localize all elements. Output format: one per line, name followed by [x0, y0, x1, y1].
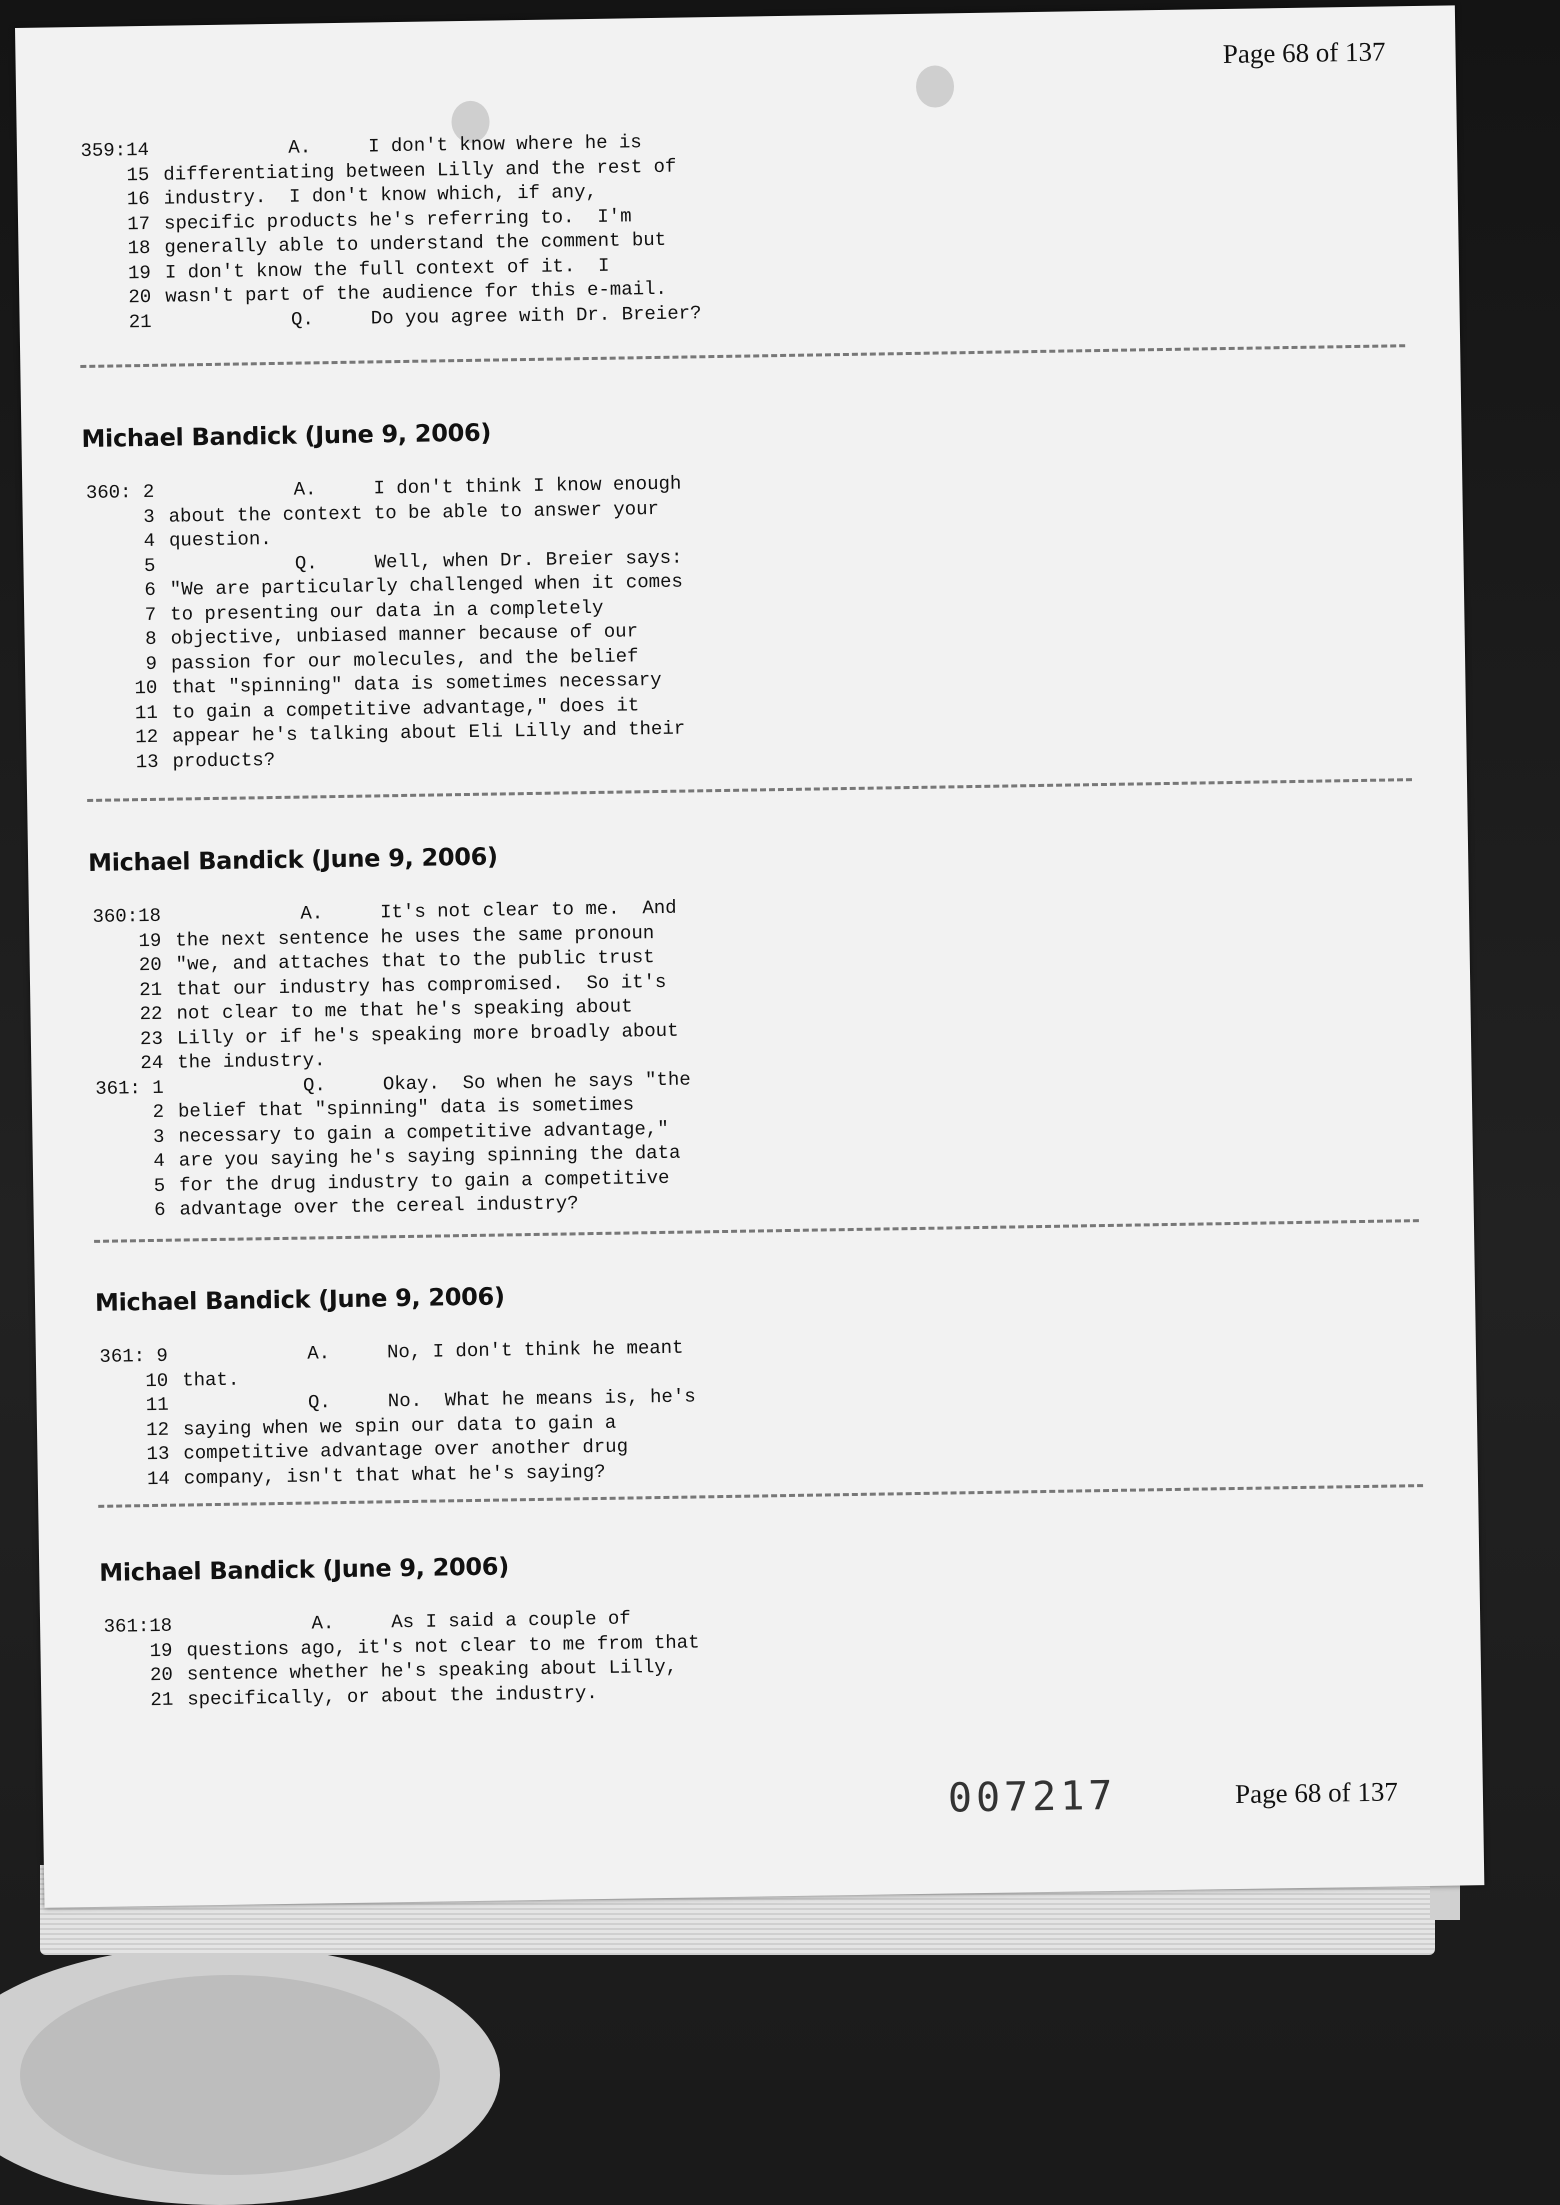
line-number: 18: [127, 236, 151, 260]
line-text: objective, unbiased manner because of our: [170, 620, 639, 650]
section-divider: [87, 778, 1412, 802]
line-text: Q. Do you agree with Dr. Breier?: [165, 301, 702, 333]
line-number: 15: [126, 163, 150, 186]
line-number: 4: [153, 1149, 165, 1172]
bates-number: 007217: [947, 1772, 1117, 1822]
line-number: 20: [128, 285, 152, 309]
line-number: 23: [139, 1027, 164, 1050]
line-number: 5: [153, 1174, 166, 1197]
line-number: 13: [135, 750, 159, 773]
transcript-page: [15, 5, 1484, 1907]
line-text: Q. No. What he means is, he's: [182, 1385, 696, 1416]
line-text: that our industry has compromised. So it's: [175, 970, 667, 1001]
line-text: specific products he's referring to. I'm: [163, 204, 632, 235]
line-text: question.: [168, 528, 272, 552]
line-number: 20: [149, 1663, 174, 1687]
line-text: company, isn't that what he's saying?: [183, 1460, 606, 1490]
line-number: 10: [134, 676, 158, 700]
line-number: 24: [140, 1051, 164, 1075]
deponent-heading: Michael Bandick (June 9, 2006): [99, 1552, 510, 1587]
line-number: 11: [134, 701, 158, 724]
line-text: I don't know the full context of it. I: [164, 254, 610, 284]
line-text: the industry.: [177, 1049, 326, 1074]
line-number: 11: [145, 1393, 169, 1417]
line-number: 359:14: [80, 138, 150, 162]
line-number: 17: [127, 212, 151, 235]
line-number: 8: [145, 627, 157, 651]
line-text: generally able to understand the comment but: [164, 228, 667, 259]
testimony-excerpt: [95, 1279, 697, 1491]
section-divider: [94, 1219, 1419, 1243]
line-number: 4: [143, 529, 156, 553]
line-text: A. I don't think I know enough: [168, 472, 682, 503]
line-number: 21: [150, 1688, 174, 1711]
line-number: 16: [126, 187, 150, 211]
line-number: 20: [138, 953, 162, 977]
line-text: A. As I said a couple of: [185, 1607, 631, 1637]
line-text: to presenting our data in a completely: [170, 596, 604, 626]
line-text: differentiating between Lilly and the rest of: [163, 155, 677, 186]
line-number: 14: [146, 1467, 170, 1490]
line-text: A. It's not clear to me. And: [174, 896, 677, 927]
line-number: 21: [128, 310, 152, 333]
testimony-excerpt: [81, 416, 686, 775]
line-text: to gain a competitive advantage," does it: [171, 693, 640, 724]
line-number: 13: [146, 1442, 170, 1466]
line-text: A. I don't know where he is: [162, 131, 642, 161]
line-number: 19: [149, 1639, 173, 1662]
line-text: belief that "spinning" data is sometimes: [177, 1093, 635, 1123]
line-text: not clear to me that he's speaking about: [176, 995, 633, 1025]
line-number: 360: 2: [85, 480, 155, 504]
line-number: 361:18: [103, 1614, 173, 1638]
line-number: 2: [152, 1100, 165, 1123]
testimony-excerpt: [77, 129, 702, 335]
line-text: competitive advantage over another drug: [183, 1435, 629, 1465]
line-text: that.: [182, 1368, 240, 1392]
page-number-bottom: Page 68 of 137: [1234, 1776, 1399, 1810]
line-text: industry. I don't know which, if any,: [163, 180, 598, 210]
testimony-excerpt: [88, 840, 693, 1224]
line-text: sentence whether he's speaking about Lilly,: [186, 1655, 678, 1686]
line-number: 361: 1: [95, 1076, 164, 1100]
deponent-heading: Michael Bandick (June 9, 2006): [94, 1282, 505, 1317]
line-number: 6: [154, 1198, 166, 1221]
line-number: 361: 9: [99, 1344, 169, 1368]
line-number: 6: [144, 578, 157, 602]
line-text: saying when we spin our data to gain a: [182, 1411, 617, 1441]
line-text: for the drug industry to gain a competitive: [179, 1166, 670, 1197]
line-number: 10: [145, 1369, 169, 1392]
cup-inner: [20, 1975, 440, 2175]
line-text: products?: [172, 748, 276, 773]
deponent-heading: Michael Bandick (June 9, 2006): [87, 842, 498, 877]
line-text: Q. Okay. So when he says "the: [177, 1068, 691, 1099]
line-number: 12: [146, 1418, 170, 1441]
deponent-heading: Michael Bandick (June 9, 2006): [81, 418, 492, 454]
line-number: 9: [145, 652, 158, 675]
line-text: necessary to gain a competitive advantage,": [178, 1117, 669, 1148]
line-text: that "spinning" data is sometimes necessary: [171, 668, 662, 699]
line-text: questions ago, it's not clear to me from that: [186, 1630, 700, 1662]
line-text: the next sentence he uses the same pronoun: [175, 921, 655, 952]
section-divider: [80, 344, 1405, 368]
line-number: 21: [139, 978, 163, 1001]
line-text: Q. Well, when Dr. Breier says:: [169, 546, 683, 577]
line-text: "we, and attaches that to the public trust: [175, 946, 655, 976]
line-number: 12: [135, 725, 159, 749]
line-number: 3: [152, 1125, 165, 1148]
page-number-top: Page 68 of 137: [1222, 36, 1386, 70]
line-text: appear he's talking about Eli Lilly and their: [171, 717, 686, 748]
line-number: 19: [127, 261, 152, 284]
line-text: "We are particularly challenged when it comes: [169, 570, 684, 601]
line-number: 3: [143, 505, 155, 528]
line-number: 19: [138, 929, 162, 952]
line-text: are you saying he's saying spinning the data: [178, 1141, 681, 1172]
line-text: advantage over the cereal industry?: [179, 1192, 579, 1221]
line-text: about the context to be able to answer your: [168, 497, 660, 528]
line-text: Lilly or if he's speaking more broadly about: [176, 1019, 679, 1050]
line-number: 360:18: [92, 904, 162, 928]
line-text: passion for our molecules, and the belief: [170, 644, 639, 675]
testimony-excerpt: [99, 1549, 700, 1712]
punch-hole: [916, 65, 955, 108]
line-text: wasn't part of the audience for this e-mail.: [165, 277, 668, 308]
line-text: A. No, I don't think he meant: [181, 1336, 684, 1367]
line-number: 22: [139, 1002, 163, 1026]
line-text: specifically, or about the industry.: [187, 1681, 598, 1710]
line-number: 7: [144, 603, 157, 626]
line-number: 5: [143, 554, 156, 577]
